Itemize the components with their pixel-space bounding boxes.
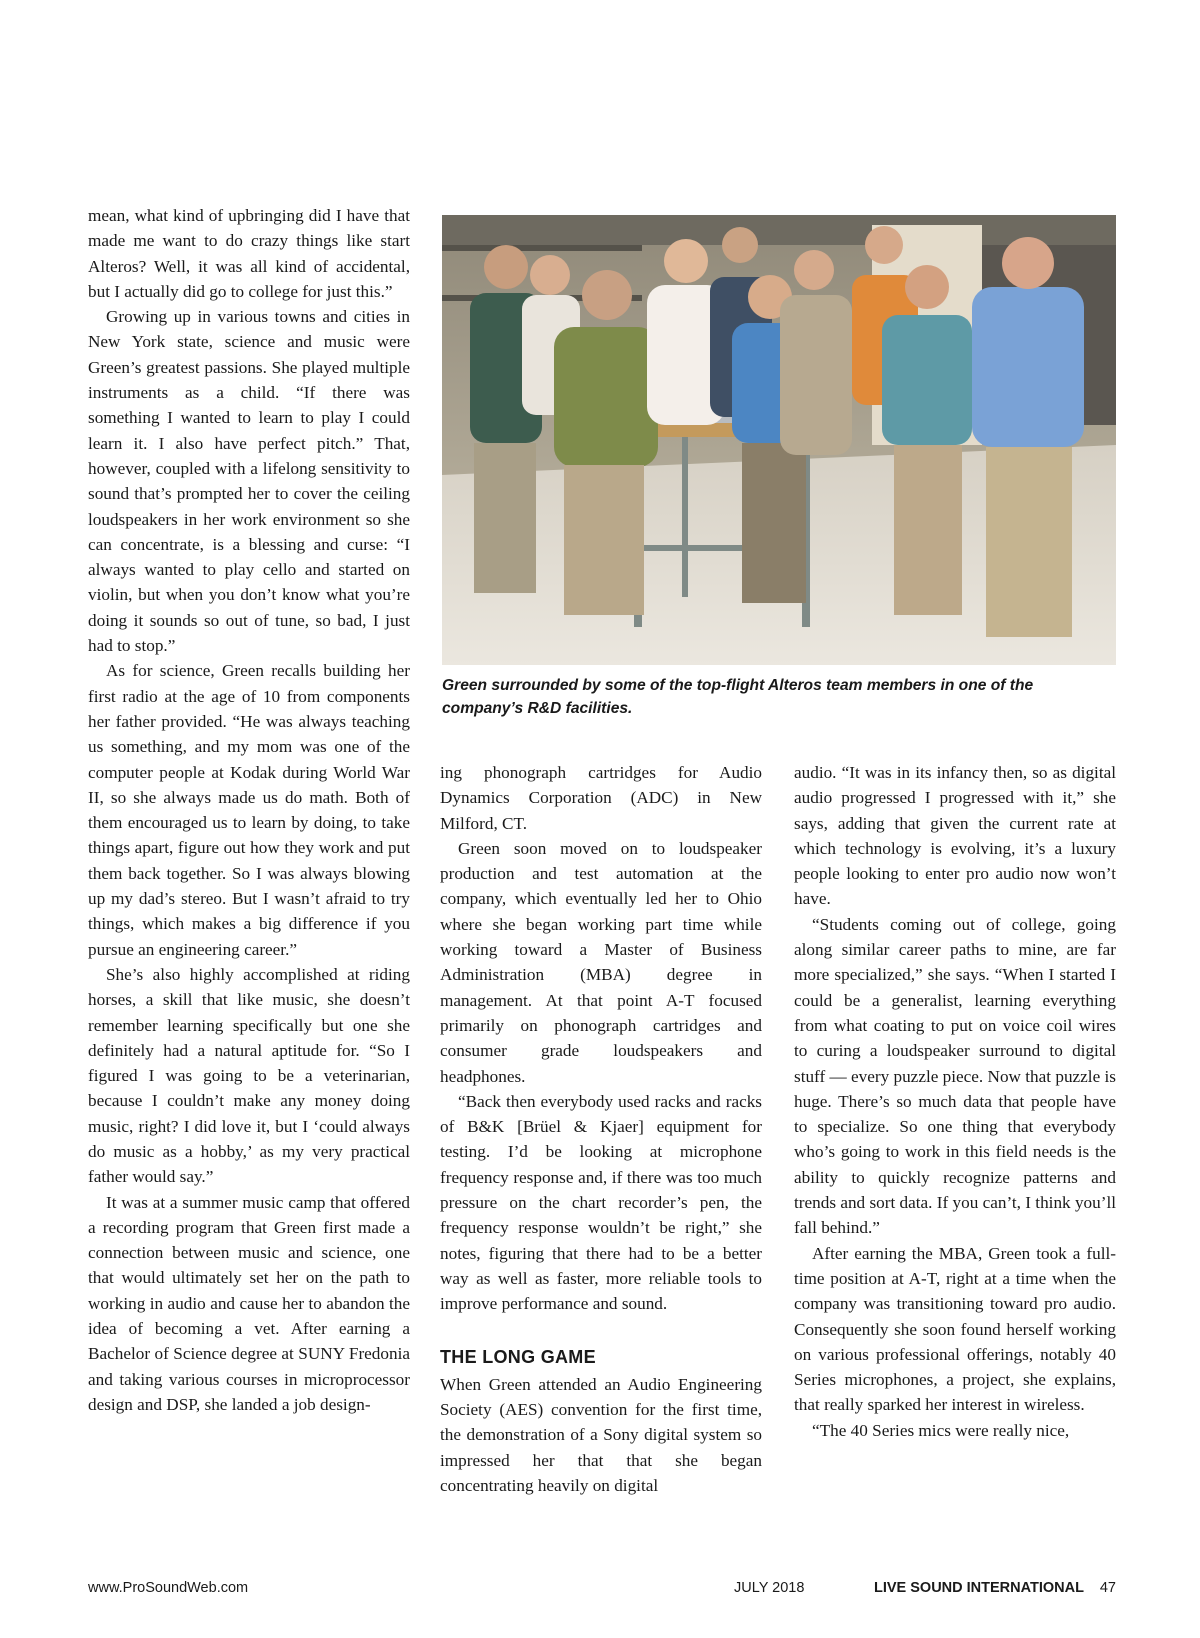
photo-caption: Green surrounded by some of the top-flight Alteros team members in one of the company’s R&D facilities. xyxy=(442,677,1034,717)
footer-date: JULY 2018 xyxy=(734,1580,805,1596)
body-paragraph: Green soon moved on to loudspeaker production and test automation at the company, which eventually led her to Ohio where she began working part time while working toward a Master of Business Administration (MBA) degree in management. At that point A-T focused primarily on phonograph cartridges and consumer grade loudspeakers and headphones. xyxy=(440,838,762,1086)
body-paragraph: “The 40 Series mics were really nice, xyxy=(812,1420,1070,1440)
team-photo xyxy=(442,215,1116,665)
article-column-1 xyxy=(88,203,410,1417)
article-column-2 xyxy=(440,760,762,1498)
body-paragraph: “Back then everybody used racks and racks of B&K [Brüel & Kjaer] equipment for testing. I’d be looking at microphone frequency response and, if there was too much pressure on the chart recorder’s pen, the frequency response wouldn’t be right,” she notes, figuring that there had to be a better way as well as faster, more reliable tools to improve performance and sound. xyxy=(440,1091,762,1314)
body-paragraph: As for science, Green recalls building her first radio at the age of 10 from components her father provided. “He was always teaching us something, and my mom was one of the computer people at Kodak during World War II, so she always made us do math. Both of them encouraged us to learn by doing, to take things apart, figure out how they work and put them back together. So I was always blowing up my dad’s stereo. But I wasn’t afraid to try things, which makes a big difference if you pursue an engineering career.” xyxy=(88,661,410,959)
page-footer xyxy=(88,1580,1116,1602)
body-paragraph: She’s also highly accomplished at riding horses, a skill that like music, she doesn’t remember learning specifically but one she definitely had a natural aptitude for. “So I figured I was going to be a veterinarian, because I couldn’t make any money doing music, right? I did love it, but I ‘could always do music as a hobby,’ as my very practical father would say.” xyxy=(88,964,410,1187)
body-paragraph: ing phonograph cartridges for Audio Dynamics Corporation (ADC) in New Milford, CT. xyxy=(440,763,762,833)
body-paragraph: Growing up in various towns and cities in New York state, science and music were Green’s greatest passions. She played multiple instruments as a child. “If there was something I wanted to learn to play I could learn it. I also have perfect pitch.” That, however, coupled with a lifelong sensitivity to sound that’s prompted her to cover the ceiling loudspeakers in her work environment so she can concentrate, is a blessing and curse: “I always wanted to play cello and started on violin, but when you don’t know what you’re doing it sounds so out of tune, so bad, I just had to stop.” xyxy=(88,307,410,656)
section-subhead: THE LONG GAME xyxy=(440,1346,596,1367)
body-paragraph: audio. “It was in its infancy then, so as digital audio progressed I progressed with it,” she says, adding that given the current rate at which technology is evolving, it’s a luxury people looking to enter pro audio now won’t have. xyxy=(794,763,1116,909)
page-number: 47 xyxy=(1099,1580,1116,1596)
body-paragraph: When Green attended an Audio Engineering Society (AES) convention for the first time, the demonstration of a Sony digital system so impressed her that that she began concentrating heavily on digital xyxy=(440,1374,762,1496)
footer-url[interactable]: www.ProSoundWeb.com xyxy=(88,1580,249,1596)
body-paragraph: “Students coming out of college, going along similar career paths to mine, are far more specialized,” she says. “When I started I could be a generalist, learning everything from what coating to put on voice coil wires to curing a loudspeaker surround to digital stuff — every puzzle piece. Now that puzzle is huge. There’s so much data that people have to specialize. So one thing that everybody who’s going to work in this field needs is the ability to quickly recognize patterns and trends and sort data. If you can’t, I think you’ll fall behind.” xyxy=(794,914,1116,1238)
article-column-3 xyxy=(794,760,1116,1443)
body-paragraph: It was at a summer music camp that offered a recording program that Green first made a connection between music and science, one that would ultimately set her on the path to working in audio and cause her to abandon the idea of becoming a vet. After earning a Bachelor of Science degree at SUNY Fredonia and taking various courses in microprocessor design and DSP, she landed a job design- xyxy=(88,1192,410,1414)
body-paragraph: After earning the MBA, Green took a full-time position at A-T, right at a time when the company was transitioning toward pro audio. Consequently she soon found herself working on various professional offerings, notably 40 Series microphones, a project, she explains, that really sparked her interest in wireless. xyxy=(794,1243,1116,1415)
body-paragraph: mean, what kind of upbringing did I have that made me want to do crazy things like start Alteros? Well, it was all kind of accidental, but I actually did go to college for just this.” xyxy=(88,206,410,301)
footer-magazine-name: LIVE SOUND INTERNATIONAL xyxy=(874,1580,1084,1596)
